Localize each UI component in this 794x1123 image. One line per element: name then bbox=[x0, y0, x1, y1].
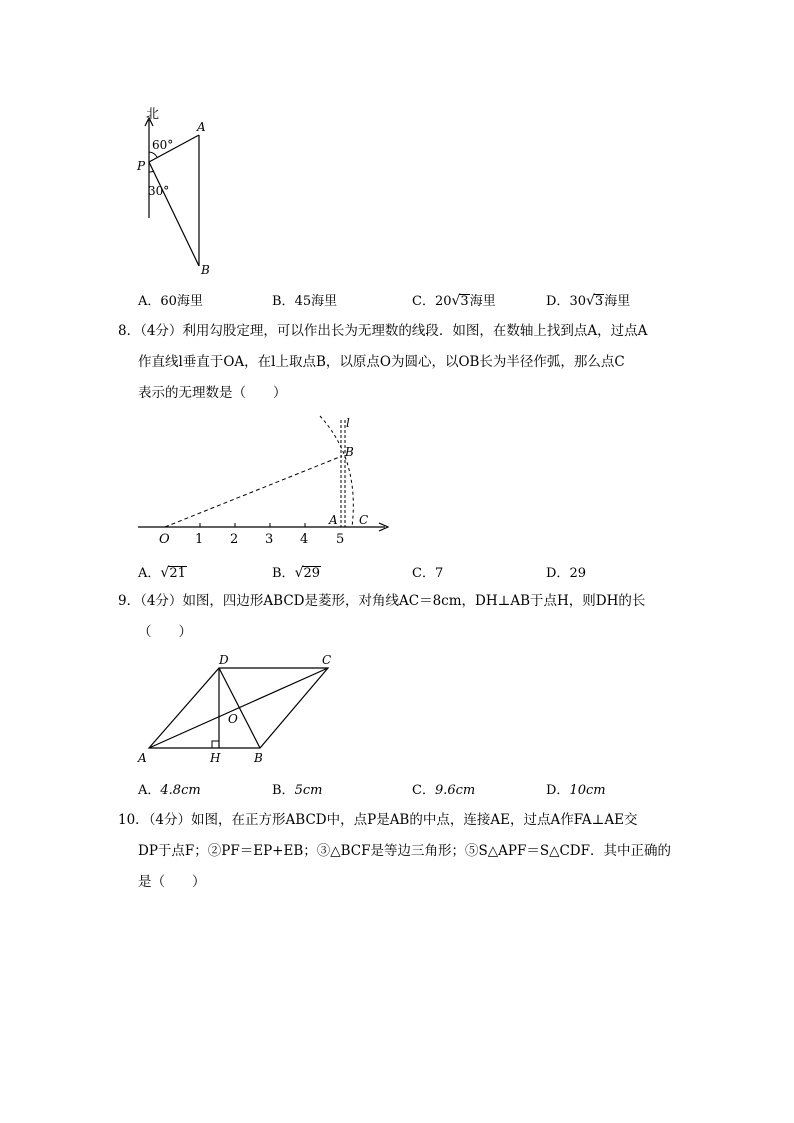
sqrt-sign: √ bbox=[585, 293, 595, 309]
q8-label-O: O bbox=[159, 532, 170, 547]
q7-angle-arc-bottom bbox=[149, 171, 154, 172]
q8-label-A: A bbox=[329, 513, 338, 527]
q7-label-north: 北 bbox=[146, 107, 160, 122]
q10-line-3: 是（ ） bbox=[138, 874, 206, 890]
sqrt-sign: √ bbox=[451, 293, 461, 309]
q8-label-l: l bbox=[346, 416, 350, 430]
q7-option-a[interactable]: A．60海里 bbox=[138, 294, 203, 309]
q8-tick-label-3: 3 bbox=[265, 532, 274, 547]
q8-figure bbox=[130, 410, 400, 550]
q7-option-c[interactable]: C．20√3海里 bbox=[412, 293, 496, 309]
q8-label-B: B bbox=[345, 445, 354, 459]
q8-option-d[interactable]: D．29 bbox=[546, 566, 586, 581]
q9-diagonal-BD bbox=[219, 668, 260, 748]
q8-tick-label-5: 5 bbox=[336, 532, 345, 547]
q8-tick-label-4: 4 bbox=[300, 532, 309, 547]
q9-line-1: 9．（4分）如图，四边形ABCD是菱形，对角线AC＝8cm，DH⊥AB于点H，则DH的长 bbox=[118, 593, 646, 609]
q7-option-b[interactable]: B．45海里 bbox=[272, 294, 338, 309]
q9-option-b[interactable]: B．5cm bbox=[272, 783, 323, 798]
q9-label-B: B bbox=[254, 751, 263, 765]
q9-label-O: O bbox=[228, 712, 238, 726]
q9-line-2: （ ） bbox=[138, 624, 192, 640]
q9-right-angle-mark bbox=[212, 741, 219, 748]
q7-label-P: P bbox=[137, 159, 146, 173]
q9-label-A: A bbox=[138, 751, 147, 765]
q7-figure bbox=[128, 100, 228, 280]
q7-angle-arc-top bbox=[149, 152, 157, 157]
q8-option-c[interactable]: C．7 bbox=[412, 566, 444, 581]
q8-segment-OB bbox=[165, 456, 342, 527]
q9-diagonal-AC bbox=[149, 668, 328, 748]
q7-label-B: B bbox=[201, 263, 210, 277]
q9-figure bbox=[130, 650, 350, 770]
q7-label-A: A bbox=[197, 120, 206, 134]
sqrt-sign: √ bbox=[294, 565, 304, 581]
q8-line-2: 作直线l垂直于OA，在l上取点B，以原点O为圆心，以OB长为半径作弧，那么点C bbox=[138, 354, 625, 370]
q8-tick-label-1: 1 bbox=[195, 532, 204, 547]
q9-option-c[interactable]: C．9.6cm bbox=[412, 783, 476, 798]
q7-angle-bottom: 30° bbox=[148, 184, 170, 198]
q8-arc bbox=[320, 416, 353, 527]
q8-line-1: 8．（4分）利用勾股定理，可以作出长为无理数的线段．如图，在数轴上找到点A，过点A bbox=[118, 323, 648, 339]
q8-question bbox=[118, 316, 698, 409]
q9-label-C: C bbox=[322, 653, 332, 667]
q8-tick-label-2: 2 bbox=[230, 532, 239, 547]
q8-option-a[interactable]: A．√21 bbox=[138, 565, 186, 581]
q9-label-H: H bbox=[210, 751, 221, 765]
q9-option-d[interactable]: D．10cm bbox=[546, 783, 606, 798]
q10-question bbox=[118, 805, 698, 898]
q7-option-d[interactable]: D．30√3海里 bbox=[546, 293, 631, 309]
q8-option-b[interactable]: B．√29 bbox=[272, 565, 321, 581]
q7-angle-top: 60° bbox=[152, 138, 174, 152]
q8-line-3: 表示的无理数是（ ） bbox=[138, 385, 287, 401]
q9-option-a[interactable]: A．4.8cm bbox=[138, 783, 201, 798]
q9-label-D: D bbox=[219, 653, 229, 667]
q9-question bbox=[118, 586, 698, 648]
q8-label-C: C bbox=[359, 513, 369, 527]
q7-segment-PB bbox=[149, 162, 199, 266]
q10-line-1: 10．（4分）如图，在正方形ABCD中，点P是AB的中点，连接AE，过点A作FA⊥AE交 bbox=[118, 812, 638, 828]
sqrt-sign: √ bbox=[160, 565, 170, 581]
q10-line-2: DP于点F；②PF＝EP+EB；③△BCF是等边三角形；⑤S△APF＝S△CDF．其中正确的 bbox=[138, 843, 671, 859]
